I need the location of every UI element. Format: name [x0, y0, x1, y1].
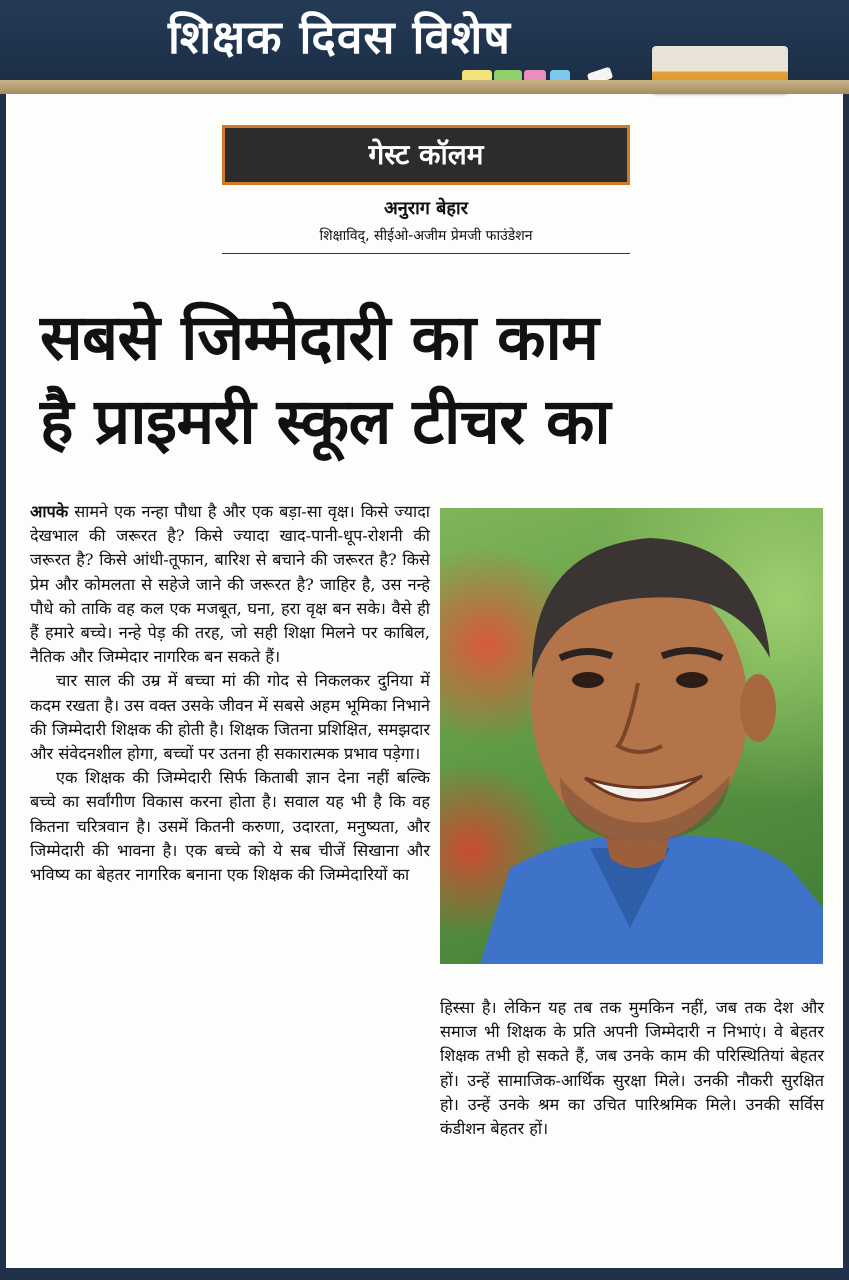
author-role: शिक्षाविद्, सीईओ-अजीम प्रेमजी फाउंडेशन: [222, 226, 630, 254]
banner-title: शिक्षक दिवस विशेष: [168, 10, 511, 64]
article-paragraph: एक शिक्षक की जिम्मेदारी सिर्फ किताबी ज्ञान देना नहीं बल्कि बच्चे का सर्वांगीण विकास करना होता है। सवाल यह भी है कि वह कितना चरित्रवान है। उसमें कितनी करुणा, उदारता, मनुष्यता, और जिम्मेदारी की भावना है। एक बच्चे को ये सब चीजें सिखाना और भविष्य का बेहतर नागरिक बनाना एक शिक्षक की जिम्मेदारियों का: [30, 768, 430, 885]
bottom-rule: [0, 1268, 849, 1280]
article-paragraph: चार साल की उम्र में बच्चा मां की गोद से निकलकर दुनिया में कदम रखता है। उस वक्त उसके जीवन में सबसे अहम भूमिका निभाने की जिम्मेदारी शिक्षक की होती है। शिक्षक जितना प्रशिक्षित, समझदार और संवेदनशील होगा, बच्चों पर उतना ही सकारात्मक प्रभाव पड़ेगा।: [30, 671, 430, 764]
lead-word: आपके: [30, 502, 69, 521]
page-border-left: [0, 94, 6, 1268]
headline-line-1: सबसे जिम्मेदारी का काम: [40, 301, 599, 374]
author-photo: [440, 508, 823, 964]
article-column-left: [30, 500, 430, 887]
headline-line-2: है प्राइमरी स्कूल टीचर का: [40, 385, 611, 458]
column-label: गेस्ट कॉलम: [222, 125, 630, 185]
article-paragraph: हिस्सा है। लेकिन यह तब तक मुमकिन नहीं, जब तक देश और समाज भी शिक्षक के प्रति अपनी जिम्मेदारी न निभाएं। वे बेहतर शिक्षक तभी हो सकते हैं, जब उनके काम की परिस्थितियां बेहतर हों। उन्हें सामाजिक-आर्थिक सुरक्षा मिले। उनकी नौकरी सुरक्षित हो। उन्हें उनके श्रम का उचित पारिश्रमिक मिले। उनकी सर्विस कंडीशन बेहतर हों।: [440, 998, 824, 1139]
author-portrait-illustration: [440, 508, 823, 964]
headline: [40, 296, 830, 464]
page-border-right: [843, 94, 849, 1268]
chalk-ledge: [0, 80, 849, 94]
article-paragraph: [30, 500, 430, 669]
paragraph-text: सामने एक नन्हा पौधा है और एक बड़ा-सा वृक्ष। किसे ज्यादा देखभाल की जरूरत है? किसे ज्यादा खाद-पानी-धूप-रोशनी की जरूरत है? किसे आंधी-तूफान, बारिश से बचाने की जरूरत है? किसे प्रेम और कोमलता से सहेजे जाने की जरूरत है? जाहिर है, उस नन्हे पौधे को ताकि वह कल एक मजबूत, घना, हरा वृक्ष बन सके। वैसे ही हैं हमारे बच्चे। नन्हे पेड़ की तरह, जो सही शिक्षा मिलने पर काबिल, नैतिक और जिम्मेदार नागरिक बन सकते हैं।: [30, 502, 430, 667]
author-name: अनुराग बेहार: [383, 198, 469, 219]
article-column-right: [440, 996, 824, 1141]
